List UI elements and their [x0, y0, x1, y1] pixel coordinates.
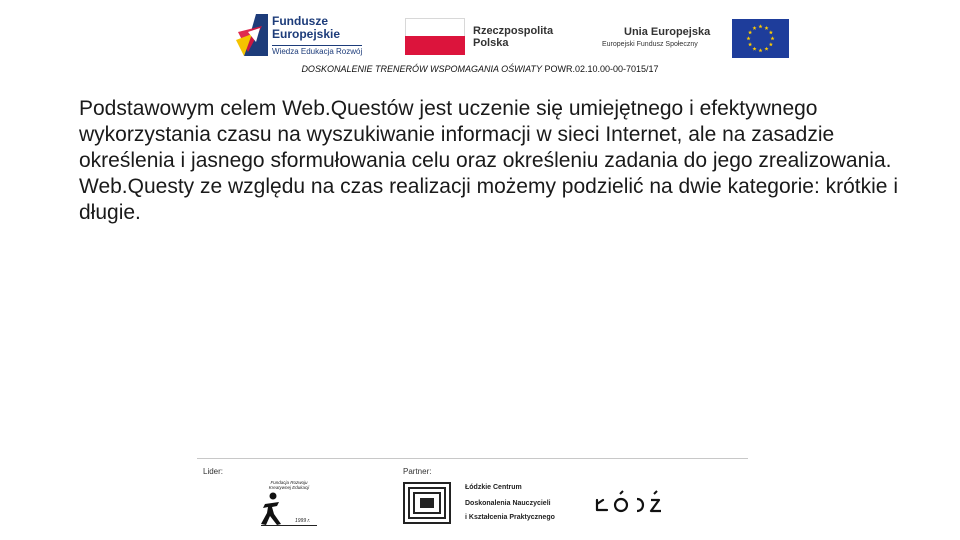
footer-divider	[197, 458, 748, 459]
partner-logo	[403, 480, 563, 528]
eu-star-icon	[748, 30, 752, 34]
partner-label: Partner:	[403, 467, 432, 476]
eu-star-icon	[758, 24, 762, 28]
eu-star-icon	[752, 47, 756, 51]
poland-flag-white-icon	[405, 18, 465, 37]
funds-logo	[234, 12, 374, 58]
partner-name-line1: Łódzkie Centrum	[465, 484, 522, 491]
walking-person-icon	[259, 492, 283, 526]
republic-logo	[405, 18, 575, 56]
eu-star-icon	[764, 47, 768, 51]
funds-star-icon	[234, 12, 270, 58]
eu-fund-name: Europejski Fundusz Społeczny	[602, 41, 698, 48]
lider-logo-year: 1999 r.	[295, 518, 311, 524]
city-logo	[593, 490, 665, 516]
city-logo-mark	[593, 490, 665, 516]
paragraph-2: Web.Questy ze względu na czas realizacji możemy podzielić na dwie kategorie: krótkie i długie.	[79, 175, 898, 224]
eu-star-icon	[770, 36, 774, 40]
lider-logo	[257, 476, 323, 528]
eu-logo	[600, 18, 790, 58]
eu-flag-icon	[732, 19, 789, 58]
republic-title-line1: Rzeczpospolita	[473, 25, 554, 37]
partner-name-line3: i Kształcenia Praktycznego	[465, 514, 555, 521]
eu-stars-icon	[732, 19, 789, 58]
eu-star-icon	[764, 26, 768, 30]
republic-title-line2: Polska	[473, 37, 509, 49]
project-caption-title: DOSKONALENIE TRENERÓW WSPOMAGANIA OŚWIATY	[301, 64, 542, 74]
project-caption	[0, 64, 960, 74]
eu-star-icon	[769, 30, 773, 34]
funds-title-line1: Fundusze	[272, 14, 328, 28]
partner-emblem-icon	[403, 482, 451, 524]
main-content	[79, 96, 899, 226]
eu-star-icon	[752, 26, 756, 30]
project-caption-code: POWR.02.10.00-00-7015/17	[541, 64, 659, 74]
lider-logo-underline	[261, 525, 317, 526]
lider-logo-text: Fundacja Rozwoju Kreatywnej Edukacji	[268, 480, 310, 490]
eu-star-icon	[748, 42, 752, 46]
poland-flag-red-icon	[405, 36, 465, 55]
eu-star-icon	[746, 36, 750, 40]
eu-star-icon	[769, 42, 773, 46]
funds-program-name: Wiedza Edukacja Rozwój	[272, 47, 363, 56]
eu-title: Unia Europejska	[624, 26, 711, 38]
paragraph-1: Podstawowym celem Web.Questów jest uczenie się umiejętnego i efektywnego wykorzystania czasu na wyszukiwanie informacji w sieci Internet, ale na zasadzie określenia i jasnego sformułowania celu oraz określeniu zadania do jego zrealizowania.	[79, 97, 892, 172]
partner-name-line2: Doskonalenia Nauczycieli	[465, 500, 551, 507]
eu-star-icon	[758, 48, 762, 52]
footer	[195, 456, 750, 536]
lider-label: Lider:	[203, 467, 224, 476]
funds-title-line2: Europejskie	[272, 27, 341, 41]
